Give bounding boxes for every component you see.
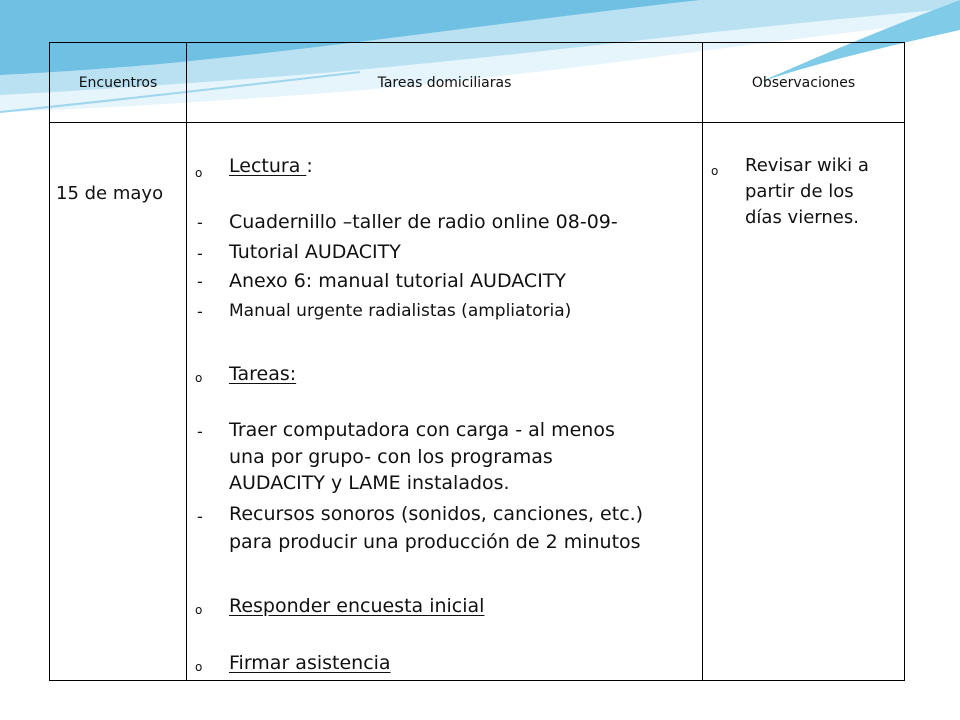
encuesta-task: Responder encuesta inicial (229, 595, 485, 617)
dash-marker: - (197, 302, 203, 321)
lectura-title: Lectura (229, 155, 307, 177)
header-row (50, 43, 905, 123)
tareas-item-line: para producir una producción de 2 minutos (229, 531, 641, 553)
dash-marker: - (197, 507, 203, 526)
cell-tareas (187, 123, 703, 681)
bullet-marker: o (195, 603, 203, 617)
meeting-date: 15 de mayo (56, 183, 164, 204)
lectura-colon: : (306, 155, 313, 177)
dash-marker: - (197, 272, 203, 291)
asistencia-task: Firmar asistencia (229, 652, 391, 674)
observacion-line: Revisar wiki a (745, 155, 869, 176)
header-tareas: Tareas domiciliaras (187, 43, 703, 123)
lectura-item: Manual urgente radialistas (ampliatoria) (229, 301, 572, 321)
cell-encuentros (50, 123, 187, 681)
dash-marker: - (197, 244, 203, 263)
header-observaciones: Observaciones (703, 43, 905, 123)
bullet-marker: o (195, 371, 203, 385)
observacion-line: días viernes. (745, 207, 859, 228)
observacion-line: partir de los (745, 181, 854, 202)
lectura-item: Tutorial AUDACITY (229, 241, 401, 263)
header-encuentros: Encuentros (50, 43, 187, 123)
tareas-item-line: Recursos sonoros (sonidos, canciones, etc.) (229, 503, 644, 525)
tareas-item-line: una por grupo- con los programas (229, 446, 553, 468)
table-row (50, 123, 905, 681)
lectura-item: Cuadernillo –taller de radio online 08-09- (229, 211, 618, 233)
tareas-item-line: Traer computadora con carga - al menos (229, 419, 615, 441)
bullet-marker: o (195, 660, 203, 674)
bullet-marker: o (711, 164, 719, 178)
tareas-item-line: AUDACITY y LAME instalados. (229, 472, 510, 494)
lectura-item: Anexo 6: manual tutorial AUDACITY (229, 270, 567, 292)
tareas-title: Tareas: (229, 363, 297, 385)
dash-marker: - (197, 422, 203, 441)
homework-table (49, 42, 905, 681)
bullet-marker: o (195, 166, 203, 180)
dash-marker: - (197, 213, 203, 232)
lectura-heading (229, 157, 313, 176)
cell-observaciones (703, 123, 905, 681)
